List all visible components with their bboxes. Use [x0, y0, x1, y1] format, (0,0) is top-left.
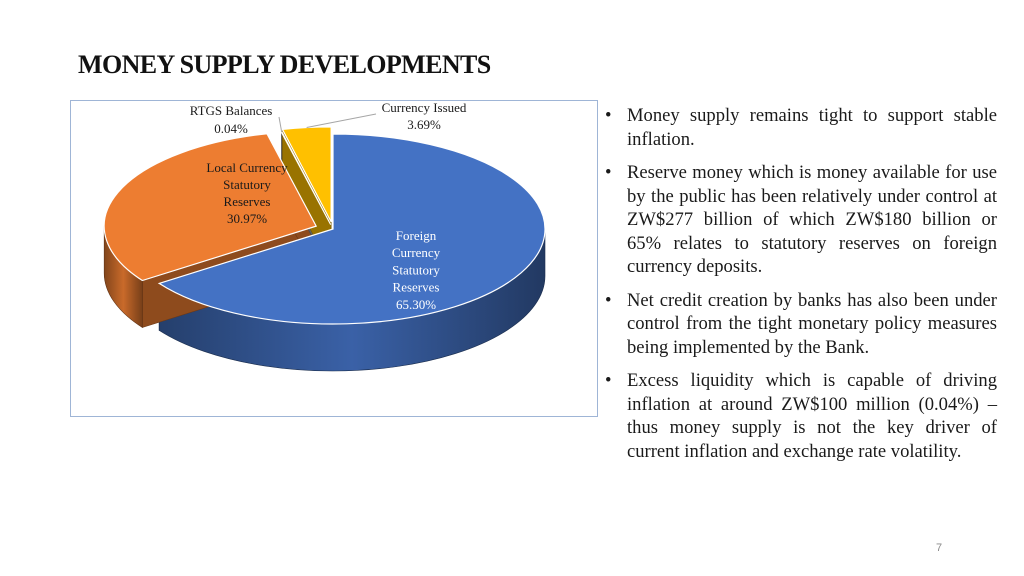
bullet-dot-icon: • [605, 162, 612, 183]
bullet-text: Reserve money which is money available for use by the public has been relatively under control at ZW$277 billion of which ZW$180 billion or 65% relates to statutory reserves on foreign currency deposits. [627, 162, 997, 277]
slice-name-label: Foreign [395, 228, 437, 243]
bullet-item [605, 161, 997, 279]
slice-name-label: Reserves [223, 194, 271, 209]
slice-name-label: Currency Issued [381, 101, 467, 115]
slice-label [190, 103, 273, 136]
slice-name-label: Local Currency [206, 160, 288, 175]
bullet-text: Excess liquidity which is capable of driving inflation at around ZW$100 million (0.04%) – thus money supply is not the key driver of current inflation and exchange rate volatility. [627, 370, 997, 462]
slice-value-label: 0.04% [214, 121, 248, 136]
pie-chart [70, 100, 598, 417]
bullet-dot-icon: • [605, 105, 612, 126]
slice-value-label: 65.30% [395, 296, 437, 312]
bullet-text: Net credit creation by banks has also been under control from the tight monetary policy measures being implemented by the Bank. [627, 289, 997, 358]
bullet-list [605, 104, 997, 473]
slice-label [392, 228, 441, 312]
slice-name-label: Statutory [392, 262, 440, 278]
bullet-item [605, 289, 997, 360]
slice-name-label: Statutory [223, 177, 271, 192]
slice-name-label: RTGS Balances [189, 103, 273, 118]
leader-line [279, 117, 282, 132]
bullet-dot-icon: • [605, 370, 612, 391]
slice-name-label: Currency [391, 245, 441, 261]
slice-label [382, 101, 467, 132]
page-number: 7 [936, 542, 943, 554]
slice-value-label: 30.97% [226, 211, 268, 226]
bullet-dot-icon: • [605, 289, 612, 311]
slice-value-label: 3.69% [407, 117, 441, 132]
bullet-item [605, 104, 997, 151]
slice-name-label: Reserves [392, 279, 440, 295]
slide-title: MONEY SUPPLY DEVELOPMENTS [78, 50, 491, 79]
leader-line [307, 114, 376, 128]
pie-chart-canvas [71, 101, 598, 417]
bullet-text: Money supply remains tight to support stable inflation. [627, 105, 997, 150]
bullet-item [605, 369, 997, 463]
